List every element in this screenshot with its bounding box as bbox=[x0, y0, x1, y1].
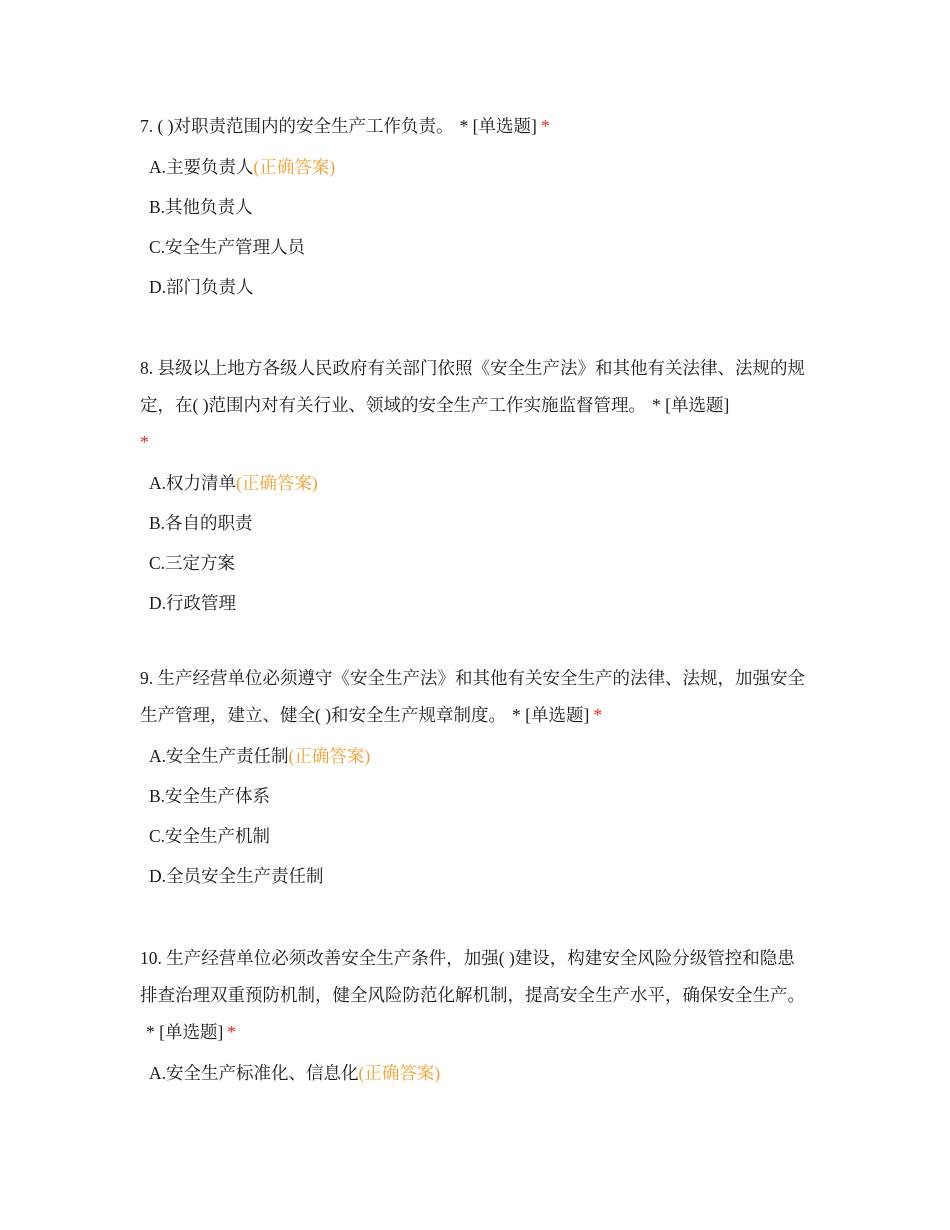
option-c bbox=[140, 227, 812, 267]
correct-answer-tag: (正确答案) bbox=[288, 746, 371, 766]
option-label: C.安全生产管理人员 bbox=[149, 237, 306, 257]
correct-answer-tag: (正确答案) bbox=[236, 473, 318, 493]
question-9 bbox=[140, 660, 812, 896]
option-list bbox=[140, 736, 812, 896]
option-label: B.其他负责人 bbox=[149, 197, 253, 217]
option-label: D.行政管理 bbox=[149, 593, 237, 613]
question-stem-text: 7. ( )对职责范围内的安全生产工作负责。 bbox=[140, 116, 454, 136]
question-type-label: * [单选题] bbox=[146, 1022, 224, 1042]
question-stem bbox=[140, 940, 812, 1051]
option-d bbox=[140, 583, 812, 623]
question-type-label: * [单选题] bbox=[652, 395, 730, 415]
question-type-label: * [单选题] bbox=[512, 705, 590, 725]
required-mark: * bbox=[227, 1022, 237, 1042]
option-a bbox=[140, 1053, 812, 1093]
question-10 bbox=[140, 940, 812, 1093]
option-list bbox=[140, 463, 812, 623]
option-list bbox=[140, 147, 812, 307]
option-label: A.权力清单 bbox=[149, 473, 237, 493]
option-label: A.主要负责人 bbox=[149, 157, 254, 177]
option-label: B.安全生产体系 bbox=[149, 786, 271, 806]
option-d bbox=[140, 267, 812, 307]
option-a bbox=[140, 736, 812, 776]
option-b bbox=[140, 503, 812, 543]
question-stem bbox=[140, 350, 812, 461]
option-list bbox=[140, 1053, 812, 1093]
required-mark: * bbox=[593, 705, 603, 725]
question-type-label: * [单选题] bbox=[459, 116, 537, 136]
question-stem-text: 10. 生产经营单位必须改善安全生产条件，加强( )建设，构建安全风险分级管控和隐患排查治理双重预防机制，健全风险防范化解机制，提高安全生产水平，确保安全生产。 bbox=[140, 948, 805, 1005]
option-label: B.各自的职责 bbox=[149, 513, 253, 533]
option-c bbox=[140, 816, 812, 856]
option-a bbox=[140, 147, 812, 187]
option-c bbox=[140, 543, 812, 583]
question-7 bbox=[140, 108, 812, 307]
option-a bbox=[140, 463, 812, 503]
option-label: D.部门负责人 bbox=[149, 277, 254, 297]
option-label: A.安全生产标准化、信息化 bbox=[149, 1063, 359, 1083]
option-b bbox=[140, 776, 812, 816]
question-stem-text: 9. 生产经营单位必须遵守《安全生产法》和其他有关安全生产的法律、法规，加强安全生产管理，建立、健全( )和安全生产规章制度。 bbox=[140, 668, 805, 725]
question-stem-text: 8. 县级以上地方各级人民政府有关部门依照《安全生产法》和其他有关法律、法规的规定，在( )范围内对有关行业、领域的安全生产工作实施监督管理。 bbox=[140, 358, 805, 415]
option-label: A.安全生产责任制 bbox=[149, 746, 289, 766]
option-label: C.安全生产机制 bbox=[149, 826, 271, 846]
question-8 bbox=[140, 350, 812, 623]
required-mark: * bbox=[140, 432, 149, 452]
option-label: C.三定方案 bbox=[149, 553, 236, 573]
correct-answer-tag: (正确答案) bbox=[358, 1063, 441, 1083]
option-label: D.全员安全生产责任制 bbox=[149, 866, 324, 886]
option-d bbox=[140, 856, 812, 896]
question-stem bbox=[140, 660, 812, 734]
option-b bbox=[140, 187, 812, 227]
required-mark: * bbox=[540, 116, 550, 136]
correct-answer-tag: (正确答案) bbox=[253, 157, 336, 177]
question-stem bbox=[140, 108, 812, 145]
